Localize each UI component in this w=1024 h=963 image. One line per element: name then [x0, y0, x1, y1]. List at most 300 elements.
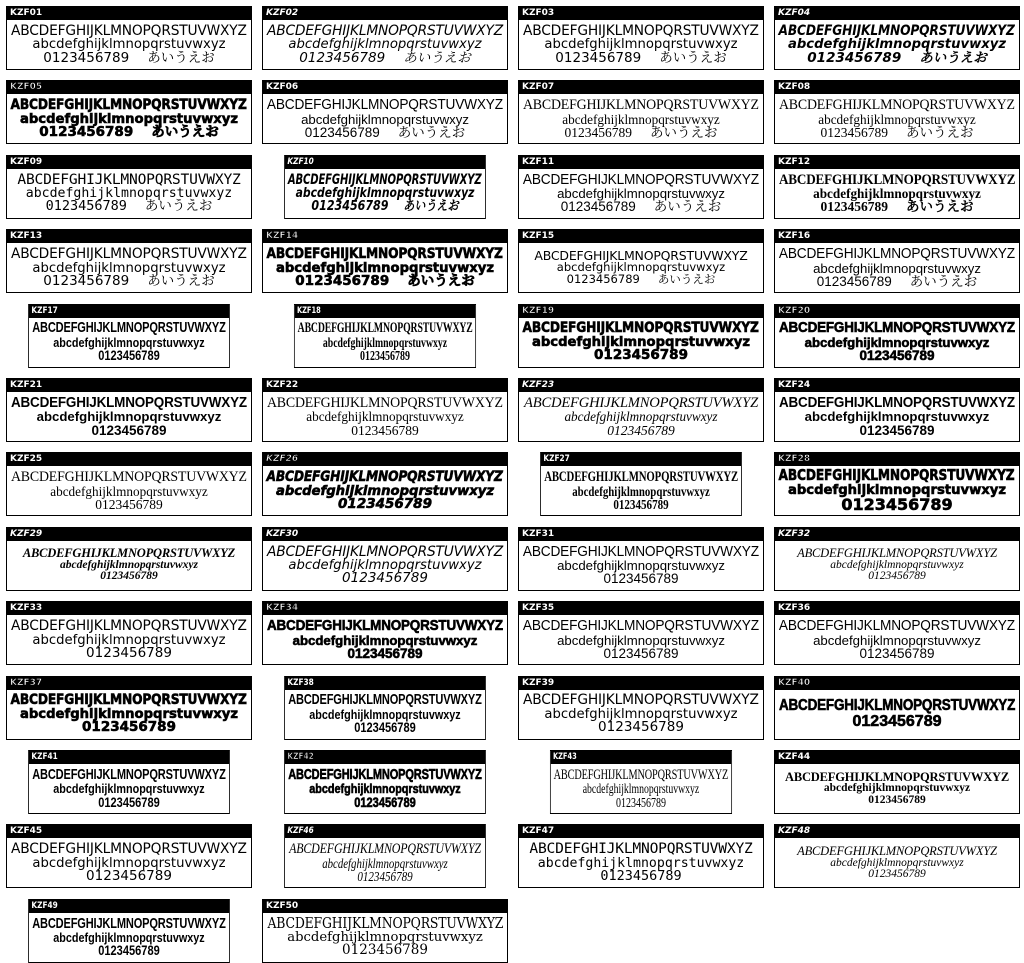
digit-sample: 0123456789 [820, 199, 888, 215]
font-code-label: KZF34 [263, 602, 507, 615]
uppercase-sample: ABCDEFGHIJKLMNOPQRSTUVWXYZ [779, 466, 1015, 485]
font-code-label: KZF27 [541, 453, 741, 466]
font-code-label: KZF01 [7, 7, 251, 20]
font-sample-card [262, 6, 508, 70]
digit-sample: 0123456789 [598, 719, 684, 736]
font-sample-text [519, 243, 763, 292]
lowercase-sample: abcdefghijklmnopqrstuvwxyz [36, 409, 222, 425]
digit-sample-row [342, 572, 428, 586]
digit-sample-row [91, 424, 166, 438]
lowercase-sample: abcdefghijklmnopqrstuvwxyz [53, 781, 205, 797]
font-sample-card [774, 601, 1020, 665]
lowercase-sample: abcdefghijklmnopqrstuvwxyz [830, 856, 964, 869]
uppercase-sample: ABCDEFGHIJKLMNOPQRSTUVWXYZ [288, 766, 482, 783]
font-sample-text [7, 466, 251, 515]
font-sample-card [774, 229, 1020, 293]
kana-sample: あいうえお [906, 125, 974, 141]
lowercase-sample: abcdefghijklmnopqrstuvwxyz [19, 111, 239, 127]
font-code-label: KZF10 [285, 156, 485, 169]
font-sample-text [263, 392, 507, 441]
digit-sample: 0123456789 [616, 794, 666, 810]
digit-sample: 0123456789 [613, 496, 669, 512]
font-sample-card [6, 155, 252, 219]
font-sample-card [774, 304, 1020, 368]
uppercase-sample: ABCDEFGHIJKLMNOPQRSTUVWXYZ [11, 840, 247, 858]
font-sample-text [263, 913, 507, 962]
font-sample-text [7, 169, 251, 218]
kana-sample: あいうえお [407, 272, 475, 289]
uppercase-sample: ABCDEFGHIJKLMNOPQRSTUVWXYZ [523, 691, 759, 709]
font-code-label: KZF43 [551, 751, 732, 764]
uppercase-sample: ABCDEFGHIJKLMNOPQRSTUVWXYZ [11, 616, 247, 634]
font-sample-text [29, 764, 229, 813]
lowercase-sample: abcdefghijklmnopqrstuvwxyz [32, 37, 226, 53]
font-sample-text [775, 94, 1019, 143]
uppercase-sample: ABCDEFGHIJKLMNOPQRSTUVWXYZ [11, 469, 247, 486]
font-sample-card [6, 378, 252, 442]
digit-sample: 0123456789 [607, 422, 675, 438]
digit-sample: 0123456789 [360, 348, 410, 364]
font-sample-card [518, 601, 764, 665]
lowercase-sample: abcdefghijklmnopqrstuvwxyz [544, 37, 738, 53]
font-code-label: KZF06 [263, 81, 507, 94]
lowercase-sample: abcdefghijklmnopqrstuvwxyz [787, 37, 1007, 53]
font-sample-text [775, 764, 1019, 813]
font-sample-text [519, 318, 763, 367]
lowercase-sample: abcdefghijklmnopqrstuvwxyz [288, 558, 482, 574]
digit-sample-row [82, 721, 176, 735]
font-sample-text [285, 690, 485, 739]
lowercase-sample: abcdefghijklmnopqrstuvwxyz [275, 483, 495, 499]
kana-sample: あいうえお [403, 49, 471, 66]
font-code-label: KZF42 [285, 751, 485, 764]
digit-sample: 0123456789 [347, 645, 423, 661]
digit-sample-row [354, 796, 416, 810]
lowercase-sample: abcdefghijklmnopqrstuvwxyz [32, 855, 226, 871]
uppercase-sample: ABCDEFGHIJKLMNOPQRSTUVWXYZ [11, 394, 247, 411]
digit-sample: 0123456789 [98, 943, 160, 959]
font-code-label: KZF35 [519, 602, 763, 615]
digit-sample-row [841, 497, 952, 513]
digit-sample-row [807, 49, 987, 66]
uppercase-sample: ABCDEFGHIJKLMNOPQRSTUVWXYZ [266, 468, 504, 486]
digit-sample: 0123456789 [311, 198, 389, 215]
font-sample-text [7, 392, 251, 441]
font-code-label: KZF41 [29, 751, 229, 764]
digit-sample-row [98, 944, 160, 958]
font-sample-text [7, 243, 251, 292]
font-sample-text [7, 615, 251, 664]
font-sample-card [6, 824, 252, 888]
lowercase-sample: abcdefghijklmnopqrstuvwxyz [544, 706, 738, 722]
lowercase-sample: abcdefghijklmnopqrstuvwxyz [557, 186, 725, 202]
font-sample-text [775, 392, 1019, 441]
lowercase-sample: abcdefghijklmnopqrstuvwxyz [32, 260, 226, 276]
digit-sample: 0123456789 [868, 793, 926, 806]
uppercase-sample: ABCDEFGHIJKLMNOPQRSTUVWXYZ [529, 840, 753, 858]
lowercase-sample: abcdefghijklmnopqrstuvwxyz [287, 930, 483, 946]
font-sample-card [550, 750, 732, 814]
lowercase-sample: abcdefghijklmnopqrstuvwxyz [823, 782, 971, 795]
kana-sample: あいうえお [397, 125, 466, 141]
digit-sample-row [565, 126, 718, 140]
font-sample-card [540, 452, 742, 516]
font-sample-card [6, 676, 252, 740]
font-code-label: KZF33 [7, 602, 251, 615]
uppercase-sample: ABCDEFGHIJKLMNOPQRSTUVWXYZ [297, 320, 473, 337]
uppercase-sample: ABCDEFGHIJKLMNOPQRSTUVWXYZ [779, 320, 1015, 337]
lowercase-sample: abcdefghijklmnopqrstuvwxyz [813, 186, 981, 202]
digit-sample: 0123456789 [91, 422, 167, 438]
font-sample-text [29, 318, 229, 367]
font-sample-text [551, 764, 732, 813]
font-code-label: KZF37 [7, 677, 251, 690]
kana-sample: あいうえお [650, 125, 718, 141]
lowercase-sample: abcdefghijklmnopqrstuvwxyz [557, 632, 725, 648]
uppercase-sample: ABCDEFGHIJKLMNOPQRSTUVWXYZ [778, 21, 1016, 39]
font-code-label: KZF05 [7, 81, 251, 94]
font-sample-card [28, 750, 230, 814]
digit-sample: 0123456789 [354, 794, 416, 810]
uppercase-sample: ABCDEFGHIJKLMNOPQRSTUVWXYZ [523, 97, 759, 114]
digit-sample-row [347, 647, 422, 661]
font-code-label: KZF36 [775, 602, 1019, 615]
uppercase-sample: ABCDEFGHIJKLMNOPQRSTUVWXYZ [797, 844, 997, 859]
uppercase-sample: ABCDEFGHIJKLMNOPQRSTUVWXYZ [523, 617, 759, 634]
digit-sample-row [100, 571, 158, 583]
font-sample-card [262, 899, 508, 963]
font-sample-card [518, 378, 764, 442]
font-sample-text [7, 20, 251, 69]
digit-sample-row [354, 721, 416, 735]
font-sample-card [518, 80, 764, 144]
digit-sample-row [299, 49, 471, 66]
font-code-label: KZF15 [519, 230, 763, 243]
font-sample-text [519, 169, 763, 218]
digit-sample-row [86, 644, 172, 661]
uppercase-sample: ABCDEFGHIJKLMNOPQRSTUVWXYZ [288, 692, 482, 709]
font-sample-text [775, 690, 1019, 739]
font-sample-grid [6, 6, 1020, 963]
font-sample-card [284, 824, 486, 888]
font-sample-card [262, 527, 508, 591]
font-sample-card [262, 229, 508, 293]
digit-sample: 0123456789 [820, 125, 888, 141]
digit-sample: 0123456789 [98, 348, 160, 364]
uppercase-sample: ABCDEFGHIJKLMNOPQRSTUVWXYZ [32, 915, 226, 932]
font-code-label: KZF12 [775, 156, 1019, 169]
digit-sample: 0123456789 [868, 868, 926, 881]
kana-sample: あいうえお [147, 272, 215, 289]
digit-sample: 0123456789 [555, 49, 642, 66]
uppercase-sample: ABCDEFGHIJKLMNOPQRSTUVWXYZ [11, 21, 247, 39]
digit-sample-row [360, 349, 410, 363]
font-code-label: KZF46 [285, 825, 485, 838]
digit-sample-row [817, 275, 978, 289]
font-sample-text [285, 764, 485, 813]
kana-sample: あいうえお [659, 49, 727, 66]
digit-sample-row [600, 867, 682, 884]
kana-sample: あいうえお [657, 271, 716, 286]
digit-sample: 0123456789 [98, 794, 160, 810]
font-sample-card [518, 155, 764, 219]
font-code-label: KZF19 [519, 305, 763, 318]
digit-sample: 0123456789 [560, 199, 636, 215]
digit-sample-row [43, 49, 215, 66]
font-code-label: KZF11 [519, 156, 763, 169]
font-code-label: KZF47 [519, 825, 763, 838]
font-sample-text [775, 169, 1019, 218]
digit-sample: 0123456789 [342, 570, 428, 587]
digit-sample-row [338, 495, 432, 512]
font-sample-card [6, 527, 252, 591]
uppercase-sample: ABCDEFGHIJKLMNOPQRSTUVWXYZ [523, 543, 759, 560]
font-sample-text [263, 541, 507, 590]
uppercase-sample: ABCDEFGHIJKLMNOPQRSTUVWXYZ [523, 21, 759, 39]
digit-sample-row [311, 200, 458, 214]
font-sample-text [285, 169, 485, 218]
font-sample-text [263, 615, 507, 664]
font-sample-card [28, 304, 230, 368]
uppercase-sample: ABCDEFGHIJKLMNOPQRSTUVWXYZ [779, 617, 1015, 634]
digit-sample-row [859, 647, 934, 661]
font-sample-text [519, 94, 763, 143]
font-sample-card [262, 452, 508, 516]
lowercase-sample: abcdefghijklmnopqrstuvwxyz [288, 37, 482, 53]
digit-sample: 0123456789 [95, 496, 163, 512]
lowercase-sample: abcdefghijklmnopqrstuvwxyz [557, 558, 725, 574]
kana-sample: あいうえお [653, 199, 722, 215]
digit-sample: 0123456789 [859, 422, 935, 438]
uppercase-sample: ABCDEFGHIJKLMNOPQRSTUVWXYZ [10, 691, 248, 709]
digit-sample: 0123456789 [354, 720, 416, 736]
lowercase-sample: abcdefghijklmnopqrstuvwxyz [830, 558, 964, 571]
uppercase-sample: ABCDEFGHIJKLMNOPQRSTUVWXYZ [266, 245, 504, 263]
font-sample-card [284, 155, 486, 219]
font-code-label: KZF38 [285, 677, 485, 690]
digit-sample: 0123456789 [304, 125, 380, 141]
digit-sample: 0123456789 [594, 347, 688, 364]
font-sample-card [28, 899, 230, 963]
lowercase-sample: abcdefghijklmnopqrstuvwxyz [306, 409, 464, 425]
font-code-label: KZF23 [519, 379, 763, 392]
font-code-label: KZF20 [775, 305, 1019, 318]
digit-sample-row [868, 869, 926, 881]
kana-sample: あいうえお [147, 49, 215, 66]
lowercase-sample: abcdefghijklmnopqrstuvwxyz [32, 632, 226, 648]
font-code-label: KZF29 [7, 528, 251, 541]
digit-sample: 0123456789 [295, 272, 390, 289]
uppercase-sample: ABCDEFGHIJKLMNOPQRSTUVWXYZ [267, 394, 503, 411]
digit-sample-row [603, 647, 678, 661]
digit-sample-row [342, 944, 428, 958]
uppercase-sample: ABCDEFGHIJKLMNOPQRSTUVWXYZ [267, 617, 503, 634]
font-code-label: KZF14 [263, 230, 507, 243]
font-code-label: KZF28 [775, 453, 1019, 466]
font-sample-card [6, 452, 252, 516]
font-sample-card [262, 601, 508, 665]
kana-sample: あいうえお [919, 49, 987, 66]
font-code-label: KZF24 [775, 379, 1019, 392]
digit-sample-row [853, 714, 942, 730]
font-sample-card [518, 824, 764, 888]
digit-sample: 0123456789 [86, 867, 172, 884]
font-sample-text [519, 690, 763, 739]
font-sample-text [775, 466, 1019, 515]
font-sample-text [7, 94, 251, 143]
digit-sample: 0123456789 [39, 124, 134, 141]
font-code-label: KZF16 [775, 230, 1019, 243]
digit-sample-row [598, 721, 684, 735]
font-sample-card [774, 824, 1020, 888]
font-sample-card [518, 676, 764, 740]
font-sample-text [7, 690, 251, 739]
uppercase-sample: ABCDEFGHIJKLMNOPQRSTUVWXYZ [778, 171, 1016, 188]
uppercase-sample: ABCDEFGHIJKLMNOPQRSTUVWXYZ [524, 394, 758, 411]
font-sample-text [263, 20, 507, 69]
digit-sample-row [859, 424, 934, 438]
uppercase-sample: ABCDEFGHIJKLMNOPQRSTUVWXYZ [32, 766, 226, 783]
font-sample-card [262, 80, 508, 144]
lowercase-sample: abcdefghijklmnopqrstuvwxyz [582, 781, 700, 797]
lowercase-sample: abcdefghijklmnopqrstuvwxyz [804, 335, 990, 350]
font-sample-card [774, 155, 1020, 219]
digit-sample: 0123456789 [841, 495, 953, 515]
lowercase-sample: abcdefghijklmnopqrstuvwxyz [818, 111, 976, 127]
font-sample-card [774, 378, 1020, 442]
digit-sample: 0123456789 [807, 49, 902, 66]
digit-sample-row [98, 349, 160, 363]
font-sample-text [519, 615, 763, 664]
lowercase-sample: abcdefghijklmnopqrstuvwxyz [53, 335, 205, 350]
font-sample-text [519, 20, 763, 69]
uppercase-sample: ABCDEFGHIJKLMNOPQRSTUVWXYZ [267, 914, 503, 932]
font-sample-text [263, 243, 507, 292]
digit-sample: 0123456789 [45, 198, 127, 215]
digit-sample: 0123456789 [852, 712, 942, 730]
digit-sample: 0123456789 [564, 125, 632, 141]
digit-sample-row [821, 126, 974, 140]
lowercase-sample: abcdefghijklmnopqrstuvwxyz [804, 409, 990, 425]
digit-sample-row [607, 424, 675, 438]
uppercase-sample: ABCDEFGHIJKLMNOPQRSTUVWXYZ [779, 246, 1015, 263]
digit-sample-row [561, 200, 722, 214]
font-code-label: KZF22 [263, 379, 507, 392]
lowercase-sample: abcdefghijklmnopqrstuvwxyz [59, 558, 198, 571]
digit-sample: 0123456789 [338, 495, 432, 512]
font-code-label: KZF30 [263, 528, 507, 541]
font-sample-card [774, 6, 1020, 70]
kana-sample: あいうえお [403, 198, 459, 215]
font-sample-card [774, 750, 1020, 814]
uppercase-sample: ABCDEFGHIJKLMNOPQRSTUVWXYZ [10, 96, 248, 114]
font-sample-text [775, 318, 1019, 367]
digit-sample: 0123456789 [43, 272, 130, 289]
digit-sample: 0123456789 [859, 348, 935, 364]
kana-sample: あいうえお [909, 273, 978, 289]
font-sample-card [774, 452, 1020, 516]
lowercase-sample: abcdefghijklmnopqrstuvwxyz [572, 483, 710, 499]
digit-sample: 0123456789 [600, 867, 682, 884]
uppercase-sample: ABCDEFGHIJKLMNOPQRSTUVWXYZ [17, 170, 241, 188]
lowercase-sample: abcdefghijklmnopqrstuvwxyz [562, 111, 720, 127]
font-code-label: KZF40 [775, 677, 1019, 690]
lowercase-sample: abcdefghijklmnopqrstuvwxyz [556, 260, 726, 275]
font-code-label: KZF03 [519, 7, 763, 20]
font-sample-text [775, 838, 1019, 887]
uppercase-sample: ABCDEFGHIJKLMNOPQRSTUVWXYZ [288, 170, 482, 188]
font-sample-text [519, 392, 763, 441]
digit-sample-row [86, 867, 172, 884]
digit-sample: 0123456789 [816, 273, 892, 289]
font-sample-card [518, 527, 764, 591]
digit-sample-row [613, 498, 668, 512]
font-code-label: KZF39 [519, 677, 763, 690]
digit-sample: 0123456789 [342, 942, 428, 959]
font-sample-text [519, 838, 763, 887]
lowercase-sample: abcdefghijklmnopqrstuvwxyz [50, 483, 208, 499]
font-code-label: KZF25 [7, 453, 251, 466]
font-code-label: KZF32 [775, 528, 1019, 541]
digit-sample: 0123456789 [100, 570, 158, 583]
lowercase-sample: abcdefghijklmnopqrstuvwxyz [295, 186, 475, 202]
digit-sample-row [305, 126, 466, 140]
lowercase-sample: abcdefghijklmnopqrstuvwxyz [813, 632, 981, 648]
font-sample-card [6, 601, 252, 665]
digit-sample-row [98, 796, 160, 810]
font-code-label: KZF21 [7, 379, 251, 392]
font-sample-card [518, 304, 764, 368]
digit-sample: 0123456789 [566, 271, 640, 286]
font-sample-card [774, 676, 1020, 740]
uppercase-sample: ABCDEFGHIJKLMNOPQRSTUVWXYZ [289, 841, 481, 858]
font-code-label: KZF09 [7, 156, 251, 169]
digit-sample-row [46, 200, 213, 214]
font-sample-card [6, 6, 252, 70]
font-code-label: KZF13 [7, 230, 251, 243]
digit-sample: 0123456789 [86, 644, 172, 661]
digit-sample: 0123456789 [603, 571, 679, 587]
uppercase-sample: ABCDEFGHIJKLMNOPQRSTUVWXYZ [534, 247, 748, 263]
digit-sample: 0123456789 [351, 422, 419, 438]
digit-sample-row [821, 200, 974, 214]
kana-sample: あいうえお [144, 198, 213, 215]
font-code-label: KZF44 [775, 751, 1019, 764]
font-sample-text [7, 838, 251, 887]
uppercase-sample: ABCDEFGHIJKLMNOPQRSTUVWXYZ [266, 21, 504, 39]
digit-sample-row [357, 870, 412, 884]
digit-sample-row [555, 49, 727, 66]
uppercase-sample: ABCDEFGHIJKLMNOPQRSTUVWXYZ [22, 546, 236, 561]
lowercase-sample: abcdefghijklmnopqrstuvwxyz [787, 482, 1007, 498]
font-code-label: KZF26 [263, 453, 507, 466]
uppercase-sample: ABCDEFGHIJKLMNOPQRSTUVWXYZ [797, 546, 997, 561]
font-code-label: KZF50 [263, 900, 507, 913]
lowercase-sample: abcdefghijklmnopqrstuvwxyz [309, 781, 461, 797]
font-sample-text [775, 20, 1019, 69]
digit-sample-row [616, 796, 666, 810]
font-sample-text [7, 541, 251, 590]
uppercase-sample: ABCDEFGHIJKLMNOPQRSTUVWXYZ [266, 542, 504, 560]
lowercase-sample: abcdefghijklmnopqrstuvwxyz [309, 706, 461, 722]
font-code-label: KZF31 [519, 528, 763, 541]
kana-sample: あいうえお [906, 199, 974, 215]
font-sample-card [262, 378, 508, 442]
digit-sample: 0123456789 [357, 868, 413, 884]
lowercase-sample: abcdefghijklmnopqrstuvwxyz [322, 335, 448, 350]
font-sample-text [541, 466, 741, 515]
lowercase-sample: abcdefghijklmnopqrstuvwxyz [537, 855, 745, 871]
